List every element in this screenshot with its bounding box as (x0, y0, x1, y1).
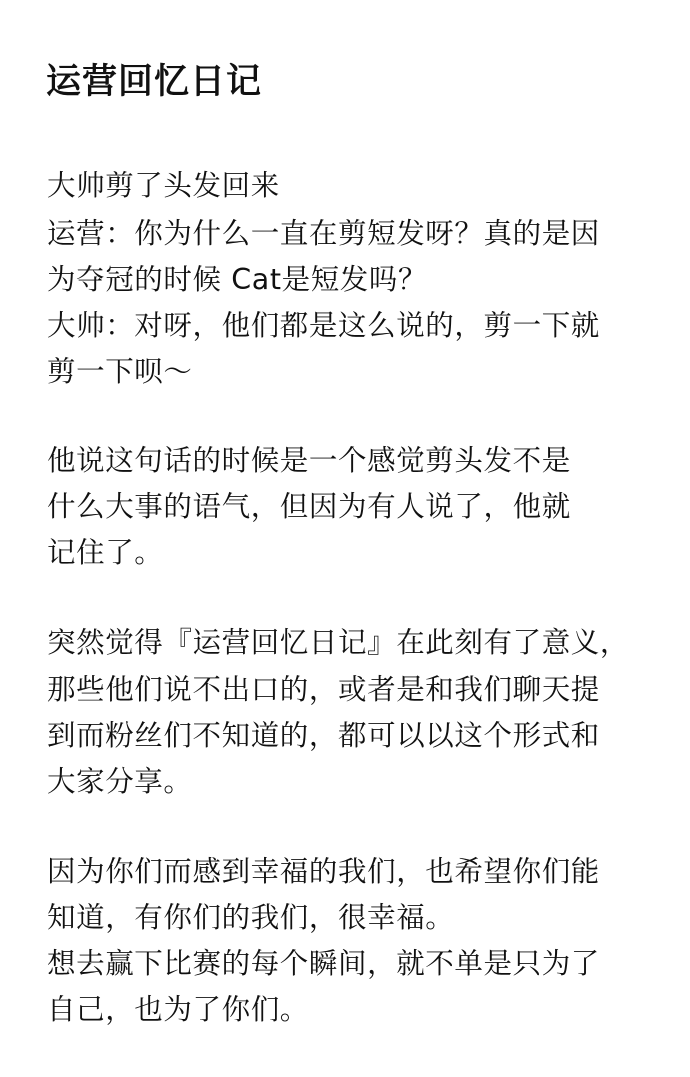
post-text-line: 为夺冠的时候 Cat是短发吗？ (47, 263, 428, 296)
post-text-line: 突然觉得『运营回忆日记』在此刻有了意义， (47, 626, 630, 659)
post-text-line: 什么大事的语气，但因为有人说了，他就 (47, 490, 571, 523)
post-title: 运营回忆日记 (46, 62, 263, 102)
post-text-line: 自己，也为了你们。 (47, 993, 309, 1026)
post-text-line: 大帅：对呀，他们都是这么说的，剪一下就 (47, 309, 600, 342)
post-text-line: 到而粉丝们不知道的，都可以以这个形式和 (47, 719, 600, 752)
post-text-line: 大家分享。 (47, 765, 193, 798)
post-text-line: 想去赢下比赛的每个瞬间，就不单是只为了 (47, 947, 600, 980)
post-text-line: 记住了。 (47, 536, 164, 569)
post-text-line: 大帅剪了头发回来 (47, 169, 280, 202)
post-text-line: 知道，有你们的我们，很幸福。 (47, 901, 455, 934)
post-text-line: 那些他们说不出口的，或者是和我们聊天提 (47, 673, 600, 706)
post-text-line: 运营：你为什么一直在剪短发呀？真的是因 (47, 217, 600, 250)
post-text-line: 因为你们而感到幸福的我们，也希望你们能 (47, 855, 600, 888)
post-text-line: 他说这句话的时候是一个感觉剪头发不是 (47, 444, 571, 477)
post-text-line: 剪一下呗～ (47, 355, 193, 388)
